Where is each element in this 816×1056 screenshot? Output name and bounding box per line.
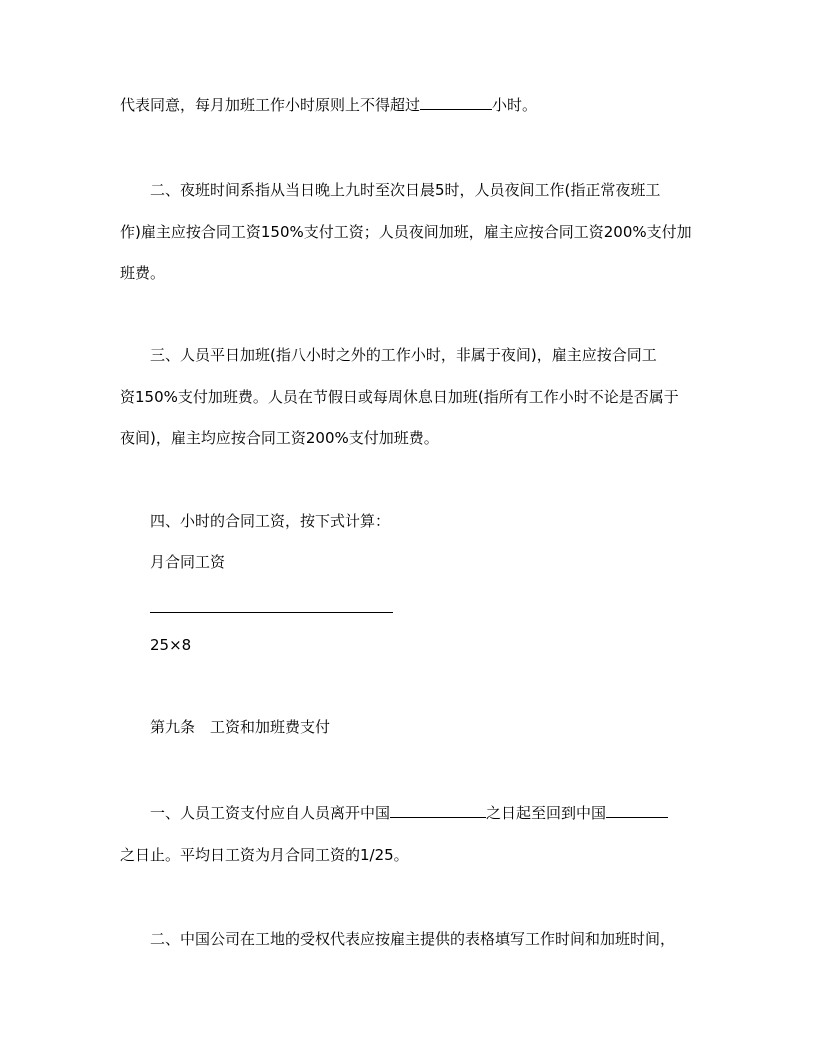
fill-in-blank <box>390 803 486 818</box>
paragraph-line: 之日止。平均日工资为月合同工资的1/25。 <box>120 846 409 864</box>
paragraph-line <box>150 803 668 823</box>
paragraph-line: 资150%支付加班费。人员在节假日或每周休息日加班(指所有工作小时不论是否属于 <box>120 388 679 406</box>
paragraph-line: 班费。 <box>120 264 166 282</box>
text-segment: 一、人员工资支付应自人员离开中国 <box>150 804 391 822</box>
paragraph-line: 三、人员平日加班(指八小时之外的工作小时，非属于夜间)，雇主应按合同工 <box>150 346 657 364</box>
text-segment: 代表同意，每月加班工作小时原则上不得超过 <box>120 96 421 114</box>
paragraph-line: 二、夜班时间系指从当日晚上九时至次日晨5时，人员夜间工作(指正常夜班工 <box>150 181 661 199</box>
article-heading: 第九条 工资和加班费支付 <box>150 718 331 736</box>
paragraph-line: 四、小时的合同工资，按下式计算： <box>150 512 391 530</box>
formula-denominator: 25×8 <box>150 636 192 654</box>
text-segment: 之日起至回到中国 <box>486 804 607 822</box>
paragraph-line <box>120 95 537 115</box>
formula-numerator: 月合同工资 <box>150 553 226 571</box>
fill-in-blank <box>420 95 492 110</box>
paragraph-line: 二、中国公司在工地的受权代表应按雇主提供的表格填写工作时间和加班时间， <box>150 930 676 948</box>
paragraph-line: 夜间)，雇主均应按合同工资200%支付加班费。 <box>120 429 439 447</box>
fill-in-blank <box>606 803 668 818</box>
fraction-bar <box>150 612 393 613</box>
paragraph-line: 作)雇主应按合同工资150%支付工资；人员夜间加班，雇主应按合同工资200%支付加 <box>120 223 692 241</box>
text-segment: 小时。 <box>492 96 538 114</box>
